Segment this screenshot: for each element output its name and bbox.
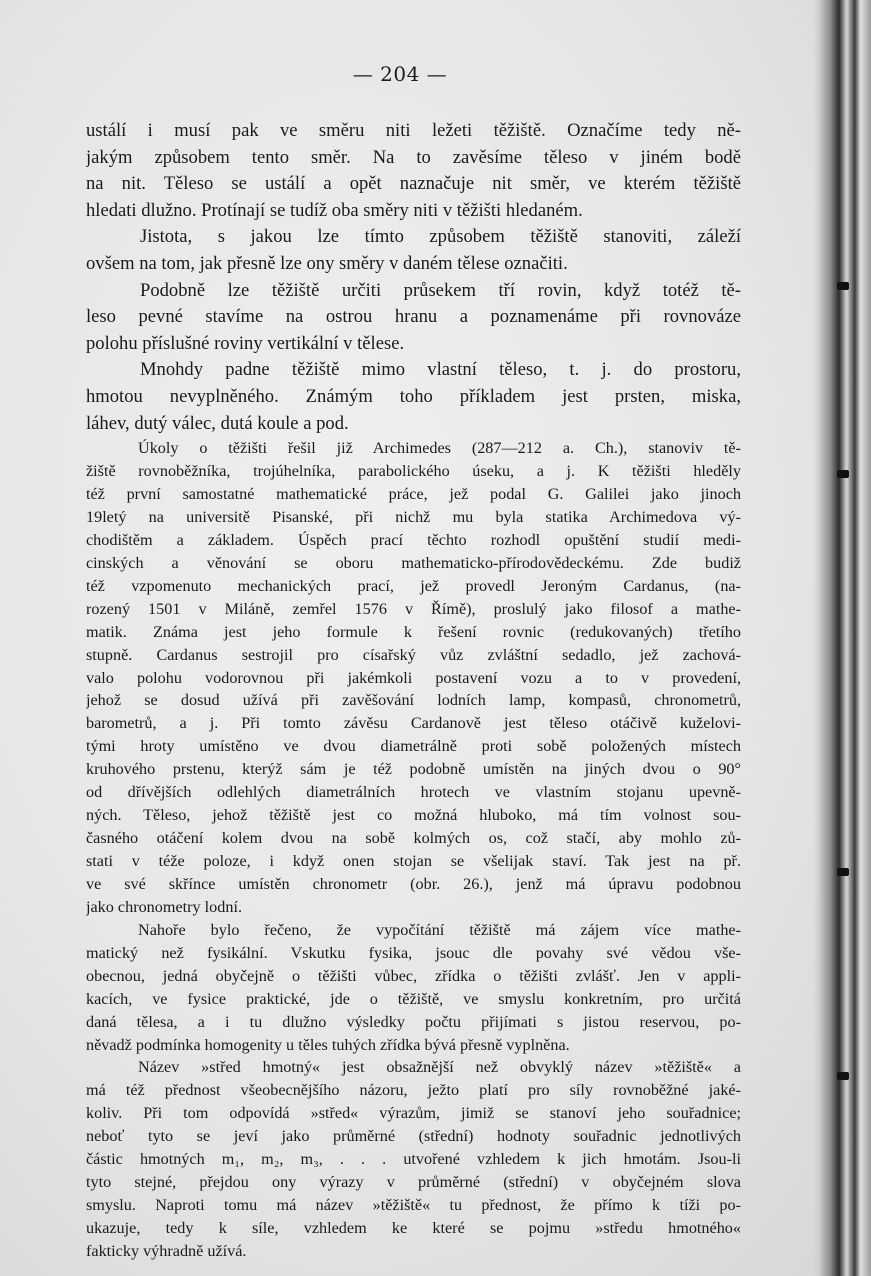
- text-line: žiště rovnoběžníka, trojúhelníka, parabolického úseku, a j. K těžišti hleděly: [86, 462, 741, 481]
- text-line: kruhového prstenu, kterýž sám je též podobně umístěn na jiných dvou o 90°: [86, 760, 741, 779]
- text-line: matik. Známa jest jeho formule k řešení rovnic (redukovaných) třetího: [86, 622, 741, 641]
- page-number: — 204 —: [352, 62, 448, 86]
- text-line: matický než fysikální. Vskutku fysika, jsouc dle povahy své vědou vše-: [86, 943, 741, 962]
- text-line: tyto stejné, přejdou ony výrazy v průměrné (střední) v obyčejném slova: [86, 1173, 741, 1192]
- text-line: rozený 1501 v Miláně, zemřel 1576 v Římě), proslulý jako filosof a mathe-: [86, 599, 741, 618]
- main-text-section: [86, 118, 741, 437]
- text-line: též první samostatné mathematické práce, jež podal G. Galilei jako jinoch: [86, 485, 741, 503]
- text-line: tými hroty umístěno ve dvou diametrálně proti sobě položených místech: [86, 737, 741, 756]
- text-line: Mnohdy padne těžiště mimo vlastní těleso, t. j. do prostoru,: [140, 359, 741, 381]
- text-line: jehož se dosud užívá při zavěšování lodních lamp, kompasů, chronometrů,: [86, 691, 741, 710]
- text-line: 19letý na universitě Pisanské, při nichž mu byla statika Archimedova vý-: [86, 507, 741, 526]
- text-line: ve své skřínce umístěn chronometr (obr. 26.), jenž má úpravu podobnou: [86, 874, 741, 893]
- text-line: neboť tyto se jeví jako průměrné (střední) hodnoty souřadnic jednotlivých: [86, 1127, 741, 1146]
- text-line: ukazuje, tedy k síle, vzhledem ke které se pojmu »středu hmotného«: [86, 1219, 741, 1237]
- text-line: láhev, dutý válec, dutá koule a pod.: [86, 412, 349, 434]
- text-line: má též přednost všeobecnějšího názoru, ježto platí pro síly rovnoběžné jaké-: [86, 1081, 741, 1100]
- text-line: hmotou nevyplněného. Známým toho příkladem jest prsten, miska,: [86, 385, 741, 407]
- text-line: cinských a věnování se oboru mathematicko-přírodovědeckému. Zde budiž: [86, 553, 741, 572]
- text-line: částic hmotných m₁, m₂, m₃, . . . utvořené vzhledem k jich hmotám. Jsou-li: [86, 1150, 741, 1169]
- text-line: hledati dlužno. Protínají se tudíž oba směry niti v těžišti hledaném.: [86, 199, 583, 221]
- text-line: Úkoly o těžišti řešil již Archimedes (287—212 a. Ch.), stanoviv tě-: [138, 439, 741, 458]
- text-line: obecnou, jedná obyčejně o těžišti vůbec, zřídka o těžišti zvlášť. Jen v appli-: [86, 966, 741, 985]
- text-line: smyslu. Naproti tomu má název »těžiště« tu přednost, že přímo k tíži po-: [86, 1196, 741, 1215]
- text-line: stati v téže poloze, i když onen stojan se všelijak staví. Tak jest na př.: [86, 852, 741, 870]
- text-line: Podobně lze těžiště určiti průsekem tří rovin, když totéž tě-: [140, 279, 741, 301]
- text-line: na nit. Těleso se ustálí a opět naznačuje nit směr, ve kterém těžiště: [86, 173, 741, 195]
- text-line: barometrů, a j. Při tomto závěsu Cardanově jest těleso otáčivě kuželovi-: [86, 714, 741, 733]
- text-line: Jistota, s jakou lze tímto způsobem těžiště stanoviti, záleží: [140, 226, 741, 248]
- text-line: časného otáčení kolem dvou na sobě kolmých os, což stačí, aby mohlo zů-: [86, 829, 741, 848]
- binding-stitch: [837, 868, 849, 876]
- binding-stitch: [837, 282, 849, 290]
- text-line: stupně. Cardanus sestrojil pro císařský vůz zvláštní sedadlo, jež zachová-: [86, 645, 741, 664]
- text-line: ustálí i musí pak ve směru niti ležeti těžiště. Označíme tedy ně-: [86, 120, 741, 141]
- text-line: koliv. Při tom odpovídá »střed« výrazům, jimiž se stanoví jeho souřadnice;: [86, 1104, 741, 1123]
- text-line: jako chronometry lodní.: [86, 897, 242, 916]
- text-line: Nahoře bylo řečeno, že vypočítání těžiště má zájem více mathe-: [138, 920, 741, 939]
- text-line: též vzpomenuto mechanických prací, jež provedl Jeroným Cardanus, (na-: [86, 576, 741, 595]
- text-line: ovšem na tom, jak přesně lze ony směry v daném tělese označiti.: [86, 252, 568, 274]
- text-line: fakticky výhradně užívá.: [86, 1241, 247, 1260]
- text-line: daná tělesa, a i tu dlužno výsledky počtu přijímati s jistou reservou, po-: [86, 1012, 741, 1031]
- body-text: [86, 118, 741, 1263]
- text-line: Název »střed hmotný« jest obsažnější než obvyklý název »těžiště« a: [138, 1058, 741, 1077]
- text-line: jakým způsobem tento směr. Na to zavěsíme těleso v jiném bodě: [86, 146, 741, 168]
- text-line: ných. Těleso, jehož těžiště jest co možná hluboko, má tím volnost sou-: [86, 806, 741, 825]
- binding-stitch: [837, 470, 849, 478]
- text-line: od dřívějších odlehlých diametrálních hrotech ve vlastním stojanu upevně-: [86, 783, 741, 802]
- text-line: něvadž podmínka homogenity u těles tuhých zřídka bývá přesně vyplněna.: [86, 1035, 570, 1054]
- book-binding-edge: [813, 0, 871, 1276]
- text-line: valo polohu vodorovnou při jakémkoli postavení vozu a to v provedení,: [86, 668, 741, 687]
- text-line: leso pevné stavíme na ostrou hranu a poznamenáme při rovnováze: [86, 306, 741, 328]
- small-print-section: [86, 437, 741, 1263]
- text-line: kacích, ve fysice praktické, jde o těžiště, ve smyslu konkretním, pro určitá: [86, 989, 741, 1008]
- binding-stitch: [837, 1072, 849, 1080]
- text-line: polohu příslušné roviny vertikální v tělese.: [86, 332, 405, 354]
- text-line: chodištěm a základem. Úspěch prací těchto rozhodl opuštění studií medi-: [86, 530, 741, 549]
